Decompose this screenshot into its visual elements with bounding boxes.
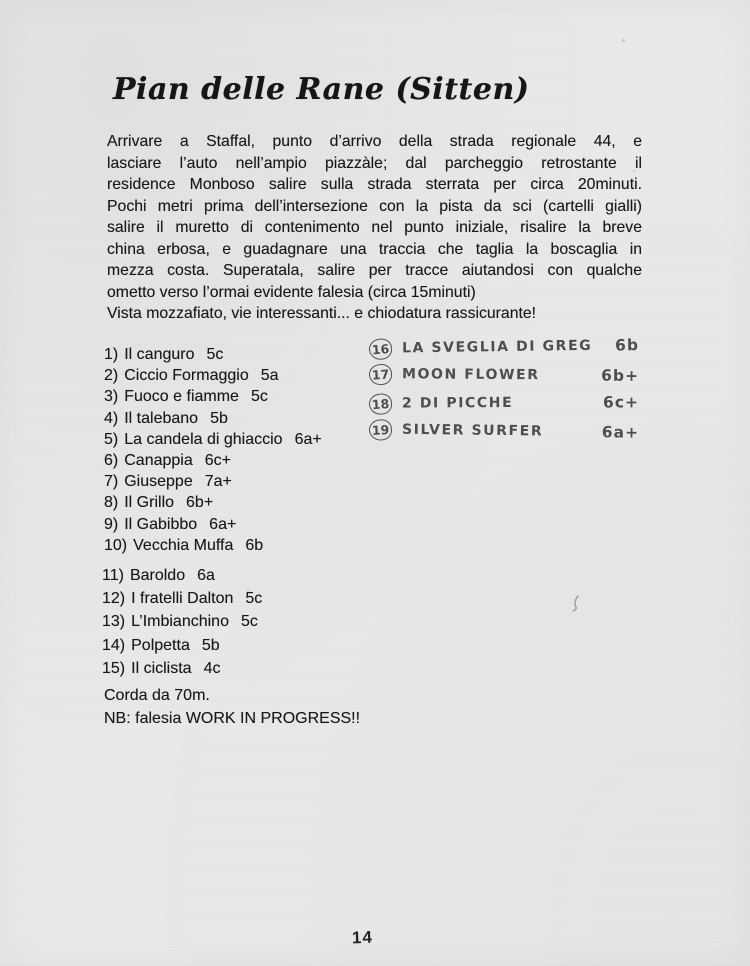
route-grade: 5b (201, 636, 220, 654)
route-name: SILVER SURFER (401, 421, 544, 440)
nb-note: NB: falesia WORK IN PROGRESS!! (104, 710, 361, 727)
route-row (104, 386, 322, 407)
route-name: Baroldo (129, 567, 186, 584)
route-number: 7) (104, 473, 119, 491)
route-grade: 6c+ (204, 452, 231, 470)
route-number: 9) (104, 515, 119, 533)
route-grade: 5a (260, 367, 279, 385)
route-number: 11) (102, 567, 124, 584)
intro-line: Pochi metri prima dell’intersezione con la pista da sci (cartelli gialli) (107, 197, 642, 215)
intro-line: residence Monboso salire sulla strada sterrata per circa 20minuti. (107, 176, 642, 193)
route-number: 1) (104, 346, 119, 363)
route-row (104, 471, 322, 492)
route-name: LA SVEGLIA DI GREG (401, 337, 593, 357)
route-row (104, 408, 322, 429)
scan-speck (633, 170, 635, 172)
route-grade: 5c (250, 388, 268, 406)
intro-line: china erbosa, e guadagnare una traccia che taglia la boscaglia in (107, 240, 642, 258)
circled-number (368, 392, 393, 415)
rope-note: Corda da 70m. (104, 687, 210, 704)
route-grade: 6a+ (209, 515, 237, 533)
route-name: Il talebano (124, 409, 199, 427)
route-grade: 6a+ (294, 430, 322, 448)
route-row (104, 344, 322, 365)
route-number: 3) (104, 388, 119, 406)
route-row (102, 657, 262, 680)
route-row (102, 610, 262, 633)
intro-line: Arrivare a Staffal, punto d’arrivo della strada regionale 44, e (107, 133, 642, 150)
route-grade: 6c+ (602, 393, 640, 412)
route-number: 19 (371, 421, 390, 438)
route-grade: 6b+ (186, 494, 214, 512)
route-grade: 6a+ (601, 423, 640, 442)
circled-number (368, 337, 393, 360)
intro-line: lasciare l’auto nell’ampio piazzàle; dal parcheggio retrostante il (107, 154, 642, 172)
scan-speck (622, 39, 625, 42)
route-list-11-15 (102, 564, 262, 680)
route-number: 17 (371, 366, 390, 383)
route-number: 2) (104, 367, 119, 385)
route-grade: 5c (245, 590, 263, 608)
handwritten-route-row (369, 388, 639, 417)
page-number: 14 (351, 927, 374, 948)
footer-notes (104, 684, 360, 730)
route-number: 18 (371, 395, 390, 412)
route-row (104, 429, 322, 450)
stray-pencil-mark (570, 594, 584, 614)
intro-line: salire il muretto di contenimento nel punto iniziale, risalire la breve (107, 219, 642, 236)
route-number: 6) (104, 452, 119, 470)
route-name: Giuseppe (124, 473, 193, 491)
circled-number (368, 418, 392, 440)
route-number: 4) (104, 409, 119, 427)
route-name: I fratelli Dalton (131, 590, 234, 608)
handwritten-route-row (369, 360, 639, 390)
intro-closing-line: Vista mozzafiato, vie interessanti... e chiodatura rassicurante! (107, 305, 537, 322)
intro-line: ometto verso l’ormai evidente falesia (circa 15minuti) (107, 283, 476, 301)
route-grade: 7a+ (204, 473, 232, 491)
route-name: Canappia (124, 452, 193, 470)
route-name: Il Gabibbo (124, 515, 198, 533)
route-row (104, 450, 322, 471)
scan-speck (247, 589, 249, 591)
route-number: 8) (104, 494, 119, 512)
route-number: 12) (102, 590, 126, 608)
route-row (104, 492, 322, 513)
handwritten-route-row (369, 331, 639, 363)
route-number: 15) (102, 659, 126, 677)
route-grade: 5c (206, 346, 224, 363)
route-name: Fuoco e fiamme (124, 388, 239, 406)
route-row (102, 564, 262, 587)
route-name: Il Grillo (124, 494, 175, 512)
route-name: Il canguro (124, 346, 195, 363)
route-name: La candela di ghiaccio (124, 430, 283, 448)
route-name: Vecchia Muffa (133, 536, 234, 554)
route-list-1-10 (104, 344, 322, 556)
route-name: Polpetta (131, 636, 190, 654)
route-row (104, 535, 322, 556)
route-row (104, 514, 322, 535)
route-grade: 5b (210, 409, 228, 427)
intro-line: mezza costa. Superatala, salire per tracce aiutandosi con qualche (107, 262, 642, 279)
route-grade: 5c (240, 613, 258, 631)
route-number: 16 (371, 340, 390, 357)
route-number: 5) (104, 430, 119, 448)
route-name: Il ciclista (131, 659, 192, 677)
route-name: MOON FLOWER (401, 366, 540, 384)
circled-number (368, 363, 392, 385)
route-grade: 4c (203, 659, 221, 677)
handwritten-route-list-16-19 (369, 333, 639, 445)
route-grade: 6b (245, 536, 264, 554)
handwritten-route-row (369, 415, 639, 446)
route-number: 10) (104, 536, 128, 554)
route-row (102, 587, 262, 610)
route-name: Ciccio Formaggio (124, 367, 249, 385)
route-name: L’Imbianchino (131, 613, 229, 631)
route-row (102, 634, 262, 657)
route-row (104, 365, 322, 386)
route-grade: 6a (197, 567, 215, 584)
route-grade: 6b+ (601, 366, 640, 385)
approach-description (107, 131, 642, 325)
route-name: 2 DI PICCHE (401, 394, 514, 412)
page-title: Pian delle Rane (Sitten) (113, 72, 530, 108)
route-grade: 6b (614, 336, 640, 355)
route-number: 14) (102, 636, 126, 654)
route-number: 13) (102, 613, 126, 631)
